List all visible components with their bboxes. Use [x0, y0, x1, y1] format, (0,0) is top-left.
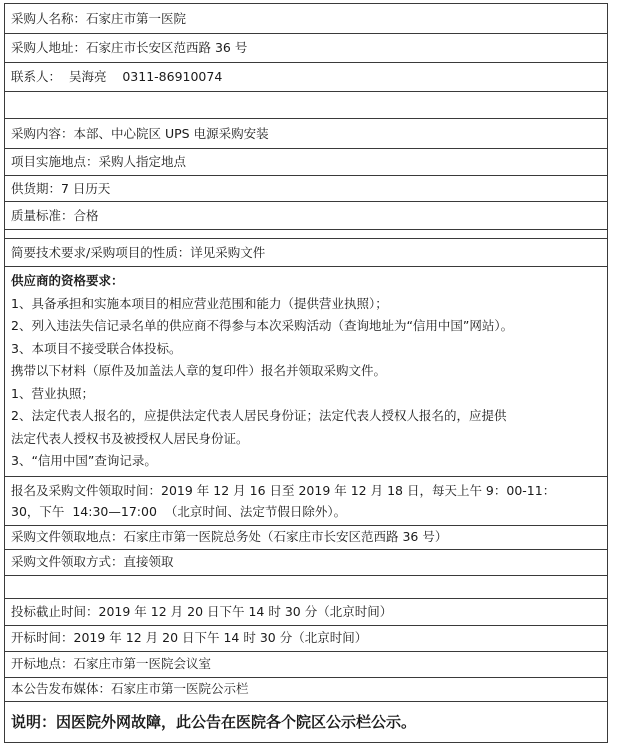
- contact-text: 联系人： 吴海亮 0311-86910074: [11, 69, 223, 84]
- media-text: 本公告发布媒体：石家庄市第一医院公示栏: [11, 681, 249, 696]
- pickup-place-row: [5, 526, 607, 550]
- location-row: [5, 149, 607, 176]
- contact-row: [5, 63, 607, 92]
- tech-row: [5, 238, 607, 267]
- note-text: 说明：因医院外网故障，此公告在医院各个院区公示栏公示。: [11, 712, 417, 731]
- blank-row-2: [5, 576, 607, 599]
- deadline-row: [5, 599, 607, 626]
- pickup-method-row: [5, 550, 607, 576]
- media-row: [5, 678, 607, 702]
- registration-time-line-2: 30，下午 14:30—17:00 （北京时间、法定节假日除外）。: [11, 503, 347, 519]
- qualification-line-8: 3、“信用中国”查询记录。: [11, 453, 157, 468]
- opening-time-row: [5, 626, 607, 652]
- delivery-text: 供货期：7 日历天: [11, 180, 111, 196]
- announcement-table: [4, 3, 608, 743]
- purchaser-name-row: [5, 4, 607, 34]
- registration-time-line-1: 报名及采购文件领取时间：2019 年 12 月 16 日至 2019 年 12 月 18 日，每天上午 9：00-11：: [11, 482, 556, 498]
- opening-place-row: [5, 652, 607, 678]
- pickup-method-text: 采购文件领取方式：直接领取: [11, 554, 174, 569]
- content-text: 采购内容：本部、中心院区 UPS 电源采购安装: [11, 125, 269, 141]
- location-text: 项目实施地点：采购人指定地点: [11, 154, 187, 169]
- qualification-line-1: 1、具备承担和实施本项目的相应营业范围和能力（提供营业执照）；: [11, 295, 388, 311]
- registration-time-row: [5, 477, 607, 526]
- qualification-line-2: 2、列入违法失信记录名单的供应商不得参与本次采购活动（查询地址为“信用中国”网站）。: [11, 318, 514, 333]
- qualification-line-5: 1、营业执照；: [11, 385, 94, 401]
- purchaser-address-text: 采购人地址：石家庄市长安区范西路 36 号: [11, 40, 248, 55]
- qualification-line-7: 法定代表人授权书及被授权人居民身份证。: [11, 430, 249, 446]
- pickup-place-text: 采购文件领取地点：石家庄市第一医院总务处（石家庄市长安区范西路 36 号）: [11, 529, 448, 544]
- purchaser-address-row: [5, 34, 607, 63]
- quality-text: 质量标准：合格: [11, 207, 99, 223]
- qualification-line-4: 携带以下材料（原件及加盖法人章的复印件）报名并领取采购文件。: [11, 363, 387, 378]
- content-row: [5, 119, 607, 149]
- opening-time-text: 开标时间：2019 年 12 月 20 日下午 14 时 30 分（北京时间）: [11, 630, 368, 645]
- blank-row-1: [5, 92, 607, 119]
- qualification-line-3: 3、本项目不接受联合体投标。: [11, 340, 182, 356]
- tech-text: 简要技术要求/采购项目的性质：详见采购文件: [11, 244, 266, 260]
- note-row: [5, 702, 607, 742]
- qualification-title: 供应商的资格要求：: [11, 273, 124, 288]
- quality-row: [5, 202, 607, 230]
- qualification-line-6: 2、法定代表人报名的，应提供法定代表人居民身份证；法定代表人授权人报名的，应提供: [11, 408, 507, 423]
- opening-place-text: 开标地点：石家庄市第一医院会议室: [11, 656, 212, 671]
- qualification-row: [5, 267, 607, 477]
- delivery-row: [5, 176, 607, 202]
- purchaser-name-text: 采购人名称：石家庄市第一医院: [11, 10, 187, 26]
- deadline-text: 投标截止时间：2019 年 12 月 20 日下午 14 时 30 分（北京时间）: [11, 603, 393, 619]
